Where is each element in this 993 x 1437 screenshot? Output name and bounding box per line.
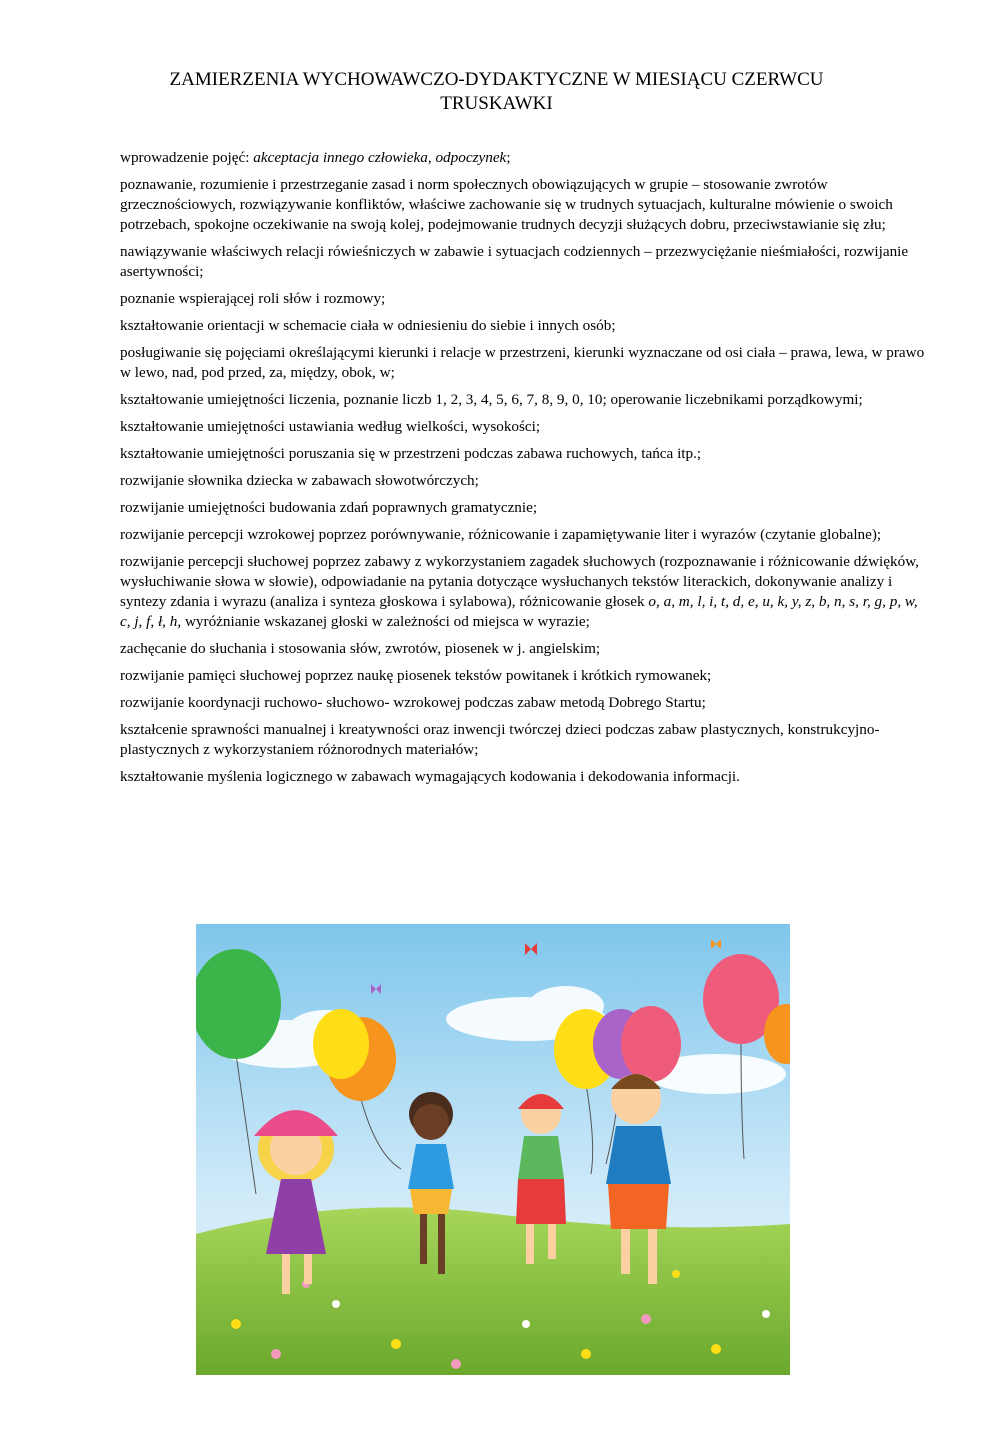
goals-list: [86, 148, 926, 794]
item-text-italic: o, a, m, l, i, t, d, e, u, k, y, z, b, n, s, r, g, p, w, c, j, f, ł, h,: [120, 593, 918, 630]
item-text: poznawanie, rozumienie i przestrzeganie zasad i norm społecznych obowiązujących w grupie – stosowanie zwrotów grzecznościowych, rozwiązywanie konfliktów, właściwe zachowanie się w trudnych sytuacjach, kulturalne mówienie o swoich potrzebach, spokojne oczekiwanie na swoją kolej, podejmowanie trudnych decyzji służących dobru, przeciwstawianie się złu;: [120, 176, 893, 233]
title-line-1: ZAMIERZENIA WYCHOWAWCZO-DYDAKTYCZNE W MIESIĄCU CZERWCU: [169, 69, 824, 90]
item-text: posługiwanie się pojęciami określającymi kierunki i relacje w przestrzeni, kierunki wyznaczane od osi ciała – prawa, lewa, w prawo w lewo, nad, pod przed, za, między, obok, w;: [120, 344, 925, 381]
item-text: rozwijanie percepcji wzrokowej poprzez porównywanie, różnicowanie i zapamiętywanie liter i wyrazów (czytanie globalne);: [120, 526, 882, 543]
item-text: kształcenie sprawności manualnej i kreatywności oraz inwencji twórczej dzieci podczas zabaw plastycznych, konstrukcyjno- plastycznych z wykorzystaniem różnorodnych materiałów;: [120, 721, 880, 758]
item-text-italic: akceptacja innego człowieka, odpoczynek: [253, 149, 507, 166]
list-item: [86, 525, 926, 545]
item-text: rozwijanie słownika dziecka w zabawach słowotwórczych;: [120, 472, 479, 489]
list-item: [86, 639, 926, 659]
list-item: [86, 316, 926, 336]
item-text: kształtowanie myślenia logicznego w zabawach wymagających kodowania i dekodowania informacji.: [120, 768, 740, 785]
item-text: nawiązywanie właściwych relacji rówieśniczych w zabawie i sytuacjach codziennych – przezwyciężanie nieśmiałości, rozwijanie asertywności;: [120, 243, 909, 280]
list-item: [86, 343, 926, 383]
list-item: [86, 390, 926, 410]
page-title: [90, 68, 903, 116]
list-item: [86, 720, 926, 760]
list-item: [86, 417, 926, 437]
illustration-svg: [196, 924, 790, 1375]
item-text-end: wyróżnianie wskazanej głoski w zależności od miejsca w wyrazie;: [181, 613, 590, 630]
list-item: [86, 471, 926, 491]
list-item: [86, 444, 926, 464]
item-text: kształtowanie umiejętności ustawiania według wielkości, wysokości;: [120, 418, 541, 435]
item-text: rozwijanie pamięci słuchowej poprzez naukę piosenek tekstów powitanek i krótkich rymowanek;: [120, 667, 712, 684]
item-text: poznanie wspierającej roli słów i rozmowy;: [120, 290, 386, 307]
list-item: [86, 666, 926, 686]
list-item: [86, 242, 926, 282]
item-text: zachęcanie do słuchania i stosowania słów, zwrotów, piosenek w j. angielskim;: [120, 640, 601, 657]
item-text: rozwijanie koordynacji ruchowo- słuchowo- wzrokowej podczas zabaw metodą Dobrego Startu;: [120, 694, 706, 711]
item-text: wprowadzenie pojęć:: [120, 149, 254, 166]
list-item: [86, 148, 926, 168]
item-text-end: ;: [506, 149, 511, 166]
item-text: rozwijanie umiejętności budowania zdań poprawnych gramatycznie;: [120, 499, 538, 516]
item-text: kształtowanie orientacji w schemacie ciała w odniesieniu do siebie i innych osób;: [120, 317, 616, 334]
list-item: [86, 289, 926, 309]
item-text: rozwijanie percepcji słuchowej poprzez zabawy z wykorzystaniem zagadek słuchowych (rozpoznawanie i różnicowanie dźwięków, wysłuchiwanie słowa w słowie), odpowiadanie na pytania dotyczące wysłuchanych tekstów literackich, dokonywanie analizy i syntezy zdania i wyrazu (analiza i synteza głoskowa i sylabowa), różnicowanie głosek: [120, 553, 919, 610]
children-with-balloons-illustration: [196, 924, 790, 1375]
list-item: [86, 552, 926, 632]
list-item: [86, 693, 926, 713]
list-item: [86, 175, 926, 235]
list-item: [86, 767, 926, 787]
item-text: kształtowanie umiejętności poruszania się w przestrzeni podczas zabawa ruchowych, tańca itp.;: [120, 445, 702, 462]
item-text: kształtowanie umiejętności liczenia, poznanie liczb 1, 2, 3, 4, 5, 6, 7, 8, 9, 0, 10; operowanie liczebnikami porządkowymi;: [120, 391, 863, 408]
list-item: [86, 498, 926, 518]
title-line-2: TRUSKAWKI: [440, 93, 553, 114]
